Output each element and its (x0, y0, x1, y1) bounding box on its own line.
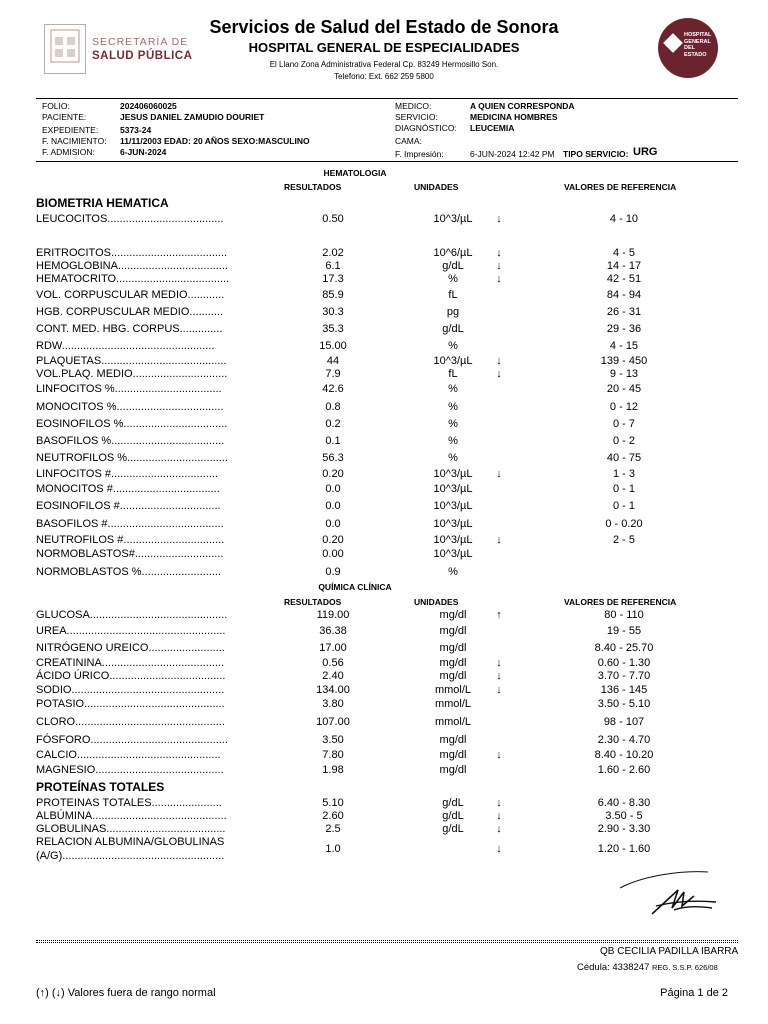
test-unit: mg/dl (439, 642, 467, 654)
test-unit: mg/dl (439, 764, 467, 776)
signature-line (36, 942, 738, 943)
test-result: 30.3 (322, 306, 344, 318)
cama-label: CAMA: (395, 136, 422, 146)
medico-label: MEDICO: (395, 101, 432, 111)
expediente-label: EXPEDIENTE: (42, 125, 99, 135)
test-result: 0.20 (322, 534, 344, 546)
test-unit: 10^3/µL (433, 213, 473, 225)
table-row (0, 797, 768, 811)
hospital-phone: Telefono: Ext. 662 259 5800 (334, 72, 434, 81)
hospital-name: HOSPITAL GENERAL DE ESPECIALIDADES (248, 40, 520, 55)
admision-label: F. ADMISION: (42, 147, 95, 157)
test-unit: 10^3/µL (433, 548, 473, 560)
impresion-label: F. Impresión: (395, 149, 444, 159)
reference-range: 26 - 31 (606, 306, 642, 318)
reference-range: 29 - 36 (606, 323, 642, 335)
test-name: BASOFILOS #...................................... (36, 518, 224, 530)
reference-range: 42 - 51 (606, 273, 642, 285)
reference-range: 0 - 1 (612, 483, 635, 495)
registro: REG. S.S.P. 626/08 (652, 963, 718, 972)
test-unit: fL (448, 289, 458, 301)
test-name: ALBÚMINA............................................ (36, 810, 227, 822)
test-name: HEMOGLOBINA.................................... (36, 260, 228, 272)
logo-line-1: SECRETARÍA DE (92, 36, 189, 48)
test-name: CREATININA........................................ (36, 657, 225, 669)
test-result: 44 (326, 355, 340, 367)
reference-range: 2 - 5 (612, 534, 635, 546)
table-row (0, 810, 768, 824)
reference-range: 0.60 - 1.30 (597, 657, 651, 669)
table-row (0, 289, 768, 303)
test-unit: % (448, 435, 458, 447)
table-row (0, 548, 768, 562)
table-row (0, 764, 768, 778)
col-unidades: UNIDADES (414, 597, 459, 607)
signature-image (612, 862, 732, 924)
test-result: 3.80 (322, 698, 344, 710)
test-name: CALCIO............................................... (36, 749, 221, 761)
reference-range: 0 - 2 (612, 435, 635, 447)
test-name: NEUTROFILOS #................................. (36, 534, 225, 546)
reference-range: 1.60 - 2.60 (597, 764, 651, 776)
signer-name: QB CECILIA PADILLA IBARRA (600, 946, 739, 957)
out-of-range-flag: ↓ (496, 247, 502, 259)
test-unit: mg/dl (439, 734, 467, 746)
divider (36, 161, 738, 162)
medico-value: A QUIEN CORRESPONDA (470, 101, 575, 111)
cedula-number: Cédula: 4338247 (577, 962, 650, 973)
nacimiento-value: 11/11/2003 EDAD: 20 AÑOS SEXO:MASCULINO (120, 136, 310, 146)
ratio-flag: ↓ (496, 843, 502, 855)
test-result: 0.00 (322, 548, 344, 560)
table-row (0, 684, 768, 698)
reference-range: 3.70 - 7.70 (597, 670, 651, 682)
ratio-ref: 1.20 - 1.60 (597, 843, 651, 855)
test-name: POTASIO.............................................. (36, 698, 225, 710)
test-name: HEMATOCRITO..................................... (36, 273, 230, 285)
reference-range: 80 - 110 (604, 609, 644, 621)
reference-range: 19 - 55 (606, 625, 642, 637)
hospital-logo-text: HOSPITAL GENERAL DEL ESTADO (684, 32, 712, 58)
diagnostico-value: LEUCEMIA (470, 123, 515, 133)
test-name: ERITROCITOS...................................... (36, 247, 228, 259)
page-title: Servicios de Salud del Estado de Sonora (209, 17, 559, 37)
test-result: 0.1 (325, 435, 341, 447)
test-name: SODIO.................................................. (36, 684, 225, 696)
logo-line-2: SALUD PÚBLICA (92, 50, 193, 62)
table-row (0, 435, 768, 449)
table-row (0, 566, 768, 580)
test-unit: fL (448, 368, 458, 380)
test-unit: mg/dl (439, 657, 467, 669)
reference-range: 0 - 7 (612, 418, 635, 430)
reference-range: 139 - 450 (600, 355, 648, 367)
test-name: RDW.................................................. (36, 340, 215, 352)
test-result: 36.38 (319, 625, 347, 637)
table-row (0, 642, 768, 656)
paciente-label: PACIENTE: (42, 112, 87, 122)
test-name: MONOCITOS %................................... (36, 401, 224, 413)
quimica-title: QUÍMICA CLÍNICA (318, 582, 392, 592)
test-name: CLORO................................................. (36, 716, 225, 728)
table-row (0, 609, 768, 623)
test-result: 17.3 (322, 273, 344, 285)
test-unit: 10^6/µL (433, 247, 473, 259)
admision-value: 6-JUN-2024 (120, 147, 167, 157)
test-unit: % (448, 401, 458, 413)
test-unit: g/dL (442, 810, 464, 822)
test-result: 6.1 (325, 260, 341, 272)
table-row (0, 483, 768, 497)
test-result: 5.10 (322, 797, 344, 809)
table-row (0, 518, 768, 532)
reference-range: 20 - 45 (606, 383, 642, 395)
table-row (0, 273, 768, 287)
out-of-range-flag: ↓ (496, 213, 502, 225)
table-row (0, 213, 768, 227)
out-of-range-flag: ↓ (496, 823, 502, 835)
reference-range: 4 - 5 (612, 247, 635, 259)
test-name: LINFOCITOS #................................... (36, 468, 218, 480)
out-of-range-flag: ↓ (496, 749, 502, 761)
ratio-name-line1: RELACION ALBUMINA/GLOBULINAS (36, 836, 225, 848)
ratio-result: 1.0 (325, 843, 341, 855)
reference-range: 2.90 - 3.30 (597, 823, 651, 835)
hospital-address: El Llano Zona Administrativa Federal Cp. 83249 Hermosillo Son. (269, 60, 499, 69)
diamond-icon (663, 33, 683, 53)
test-name: NORMOBLASTOS#............................. (36, 548, 224, 560)
table-row (0, 260, 768, 274)
test-result: 0.56 (322, 657, 344, 669)
test-unit: mg/dl (439, 625, 467, 637)
test-result: 0.50 (322, 213, 344, 225)
reference-range: 84 - 94 (606, 289, 642, 301)
test-name: NITRÓGENO UREICO......................... (36, 642, 225, 654)
table-row (0, 625, 768, 639)
test-result: 1.98 (322, 764, 344, 776)
test-result: 2.02 (322, 247, 344, 259)
test-name: CONT. MED. HBG. CORPUS.............. (36, 323, 223, 335)
reference-range: 4 - 15 (609, 340, 639, 352)
table-row (0, 670, 768, 684)
test-name: VOL.PLAQ. MEDIO............................... (36, 368, 228, 380)
reference-range: 4 - 10 (609, 213, 639, 225)
test-unit: % (448, 418, 458, 430)
test-name: GLOBULINAS....................................... (36, 823, 226, 835)
test-name: VOL. CORPUSCULAR MEDIO............ (36, 289, 225, 301)
out-of-range-flag: ↓ (496, 810, 502, 822)
test-name: MONOCITOS #................................... (36, 483, 220, 495)
divider (36, 98, 738, 99)
test-name: PROTEINAS TOTALES....................... (36, 797, 222, 809)
test-unit: mg/dl (439, 670, 467, 682)
test-result: 56.3 (322, 452, 344, 464)
impresion-value: 6-JUN-2024 12:42 PM (470, 149, 555, 159)
test-name: HGB. CORPUSCULAR MEDIO........... (36, 306, 224, 318)
test-unit: mmol/L (434, 684, 472, 696)
table-row (0, 368, 768, 382)
out-of-range-flag: ↓ (496, 368, 502, 380)
test-result: 0.8 (325, 401, 341, 413)
test-name: ÁCIDO ÚRICO...................................... (36, 670, 226, 682)
reference-range: 40 - 75 (606, 452, 642, 464)
out-of-range-flag: ↑ (496, 609, 502, 621)
out-of-range-flag: ↓ (496, 797, 502, 809)
test-name: NEUTROFILOS %................................. (36, 452, 228, 464)
hematologia-title: HEMATOLOGIA (323, 168, 387, 178)
test-unit: 10^3/µL (433, 355, 473, 367)
paciente-value: JESUS DANIEL ZAMUDIO DOURIET (120, 112, 265, 122)
col-resultados: RESULTADOS (284, 182, 342, 192)
test-result: 0.0 (325, 518, 341, 530)
reference-range: 3.50 - 5 (605, 810, 643, 822)
test-result: 85.9 (322, 289, 344, 301)
test-result: 0.2 (325, 418, 341, 430)
test-result: 0.9 (325, 566, 341, 578)
col-valores-referencia: VALORES DE REFERENCIA (564, 597, 677, 607)
reference-range: 1 - 3 (612, 468, 635, 480)
test-unit: mmol/L (434, 698, 472, 710)
table-row (0, 306, 768, 320)
test-result: 2.5 (325, 823, 341, 835)
proteinas-title: PROTEÍNAS TOTALES (36, 780, 165, 794)
test-name: GLUCOSA............................................. (36, 609, 228, 621)
test-name: NORMOBLASTOS %.......................... (36, 566, 222, 578)
test-name: EOSINOFILOS #................................. (36, 500, 221, 512)
out-of-range-flag: ↓ (496, 670, 502, 682)
servicio-value: MEDICINA HOMBRES (470, 112, 558, 122)
test-name: MAGNESIO.......................................... (36, 764, 224, 776)
test-unit: 10^3/µL (433, 500, 473, 512)
out-of-range-flag: ↓ (496, 355, 502, 367)
test-unit: mg/dl (439, 749, 467, 761)
reference-range: 2.30 - 4.70 (597, 734, 651, 746)
test-unit: g/dL (442, 260, 464, 272)
test-unit: mg/dl (439, 609, 467, 621)
table-row (0, 340, 768, 354)
test-result: 3.50 (322, 734, 344, 746)
hospital-general-logo (658, 18, 718, 78)
reference-range: 136 - 145 (600, 684, 648, 696)
reference-range: 8.40 - 25.70 (594, 642, 654, 654)
signature-line (36, 940, 738, 941)
folio-label: FOLIO: (42, 101, 70, 111)
test-name: UREA.................................................... (36, 625, 226, 637)
test-result: 35.3 (322, 323, 344, 335)
reference-range: 9 - 13 (609, 368, 639, 380)
cedula (577, 962, 718, 973)
table-row (0, 418, 768, 432)
table-row (0, 401, 768, 415)
reference-range: 0 - 1 (612, 500, 635, 512)
reference-range: 3.50 - 5.10 (597, 698, 651, 710)
test-unit: % (448, 383, 458, 395)
table-row (0, 657, 768, 671)
test-name: LINFOCITOS %................................... (36, 383, 222, 395)
test-unit: % (448, 566, 458, 578)
col-valores-referencia: VALORES DE REFERENCIA (564, 182, 677, 192)
test-result: 42.6 (322, 383, 344, 395)
biometria-title: BIOMETRIA HEMATICA (36, 196, 169, 210)
table-row (0, 468, 768, 482)
test-result: 0.20 (322, 468, 344, 480)
out-of-range-flag: ↓ (496, 468, 502, 480)
out-of-range-flag: ↓ (496, 260, 502, 272)
test-name: LEUCOCITOS...................................... (36, 213, 224, 225)
test-result: 2.60 (322, 810, 344, 822)
test-unit: % (448, 452, 458, 464)
table-row (0, 355, 768, 369)
test-result: 107.00 (316, 716, 350, 728)
test-unit: % (448, 340, 458, 352)
test-result: 17.00 (319, 642, 347, 654)
test-unit: g/dL (442, 323, 464, 335)
table-row (0, 749, 768, 763)
table-row (0, 734, 768, 748)
reference-range: 8.40 - 10.20 (594, 749, 654, 761)
test-result: 134.00 (316, 684, 350, 696)
reference-range: 14 - 17 (606, 260, 642, 272)
col-unidades: UNIDADES (414, 182, 459, 192)
reference-range: 0 - 0.20 (605, 518, 643, 530)
test-unit: 10^3/µL (433, 468, 473, 480)
test-result: 15.00 (319, 340, 347, 352)
test-result: 0.0 (325, 500, 341, 512)
test-unit: 10^3/µL (433, 534, 473, 546)
col-resultados: RESULTADOS (284, 597, 342, 607)
table-row (0, 323, 768, 337)
test-name: FÓSFORO............................................. (36, 734, 228, 746)
test-name: PLAQUETAS......................................... (36, 355, 227, 367)
tipo-servicio-value: URG (633, 146, 658, 158)
diagnostico-label: DIAGNÓSTICO: (395, 123, 457, 133)
table-row (0, 716, 768, 730)
test-result: 0.0 (325, 483, 341, 495)
test-result: 7.80 (322, 749, 344, 761)
tipo-servicio-label: TIPO SERVICIO: (563, 149, 629, 159)
test-name: EOSINOFILOS %.................................. (36, 418, 228, 430)
table-row (0, 452, 768, 466)
test-name: BASOFILOS %..................................... (36, 435, 225, 447)
servicio-label: SERVICIO: (395, 112, 438, 122)
expediente-value: 5373-24 (120, 125, 152, 135)
table-row (0, 823, 768, 837)
out-of-range-flag: ↓ (496, 273, 502, 285)
reference-range: 0 - 12 (609, 401, 639, 413)
out-of-range-flag: ↓ (496, 657, 502, 669)
test-result: 119.00 (316, 609, 350, 621)
test-unit: 10^3/µL (433, 518, 473, 530)
ratio-name-line2: (A/G)..................................................... (36, 850, 225, 862)
reference-range: 6.40 - 8.30 (597, 797, 651, 809)
legend-note: (↑) (↓) Valores fuera de rango normal (36, 987, 216, 999)
reference-range: 98 - 107 (603, 716, 645, 728)
table-row (0, 500, 768, 514)
folio-value: 202406060025 (120, 101, 177, 111)
test-unit: pg (446, 306, 460, 318)
test-unit: mmol/L (434, 716, 472, 728)
table-row (0, 698, 768, 712)
page-number: Página 1 de 2 (660, 987, 728, 999)
table-row (0, 534, 768, 548)
out-of-range-flag: ↓ (496, 534, 502, 546)
table-row (0, 383, 768, 397)
out-of-range-flag: ↓ (496, 684, 502, 696)
test-unit: % (448, 273, 458, 285)
test-unit: g/dL (442, 823, 464, 835)
test-unit: g/dL (442, 797, 464, 809)
table-row (0, 247, 768, 261)
nacimiento-label: F. NACIMIENTO: (42, 136, 107, 146)
test-unit: 10^3/µL (433, 483, 473, 495)
test-result: 2.40 (322, 670, 344, 682)
test-result: 7.9 (325, 368, 341, 380)
